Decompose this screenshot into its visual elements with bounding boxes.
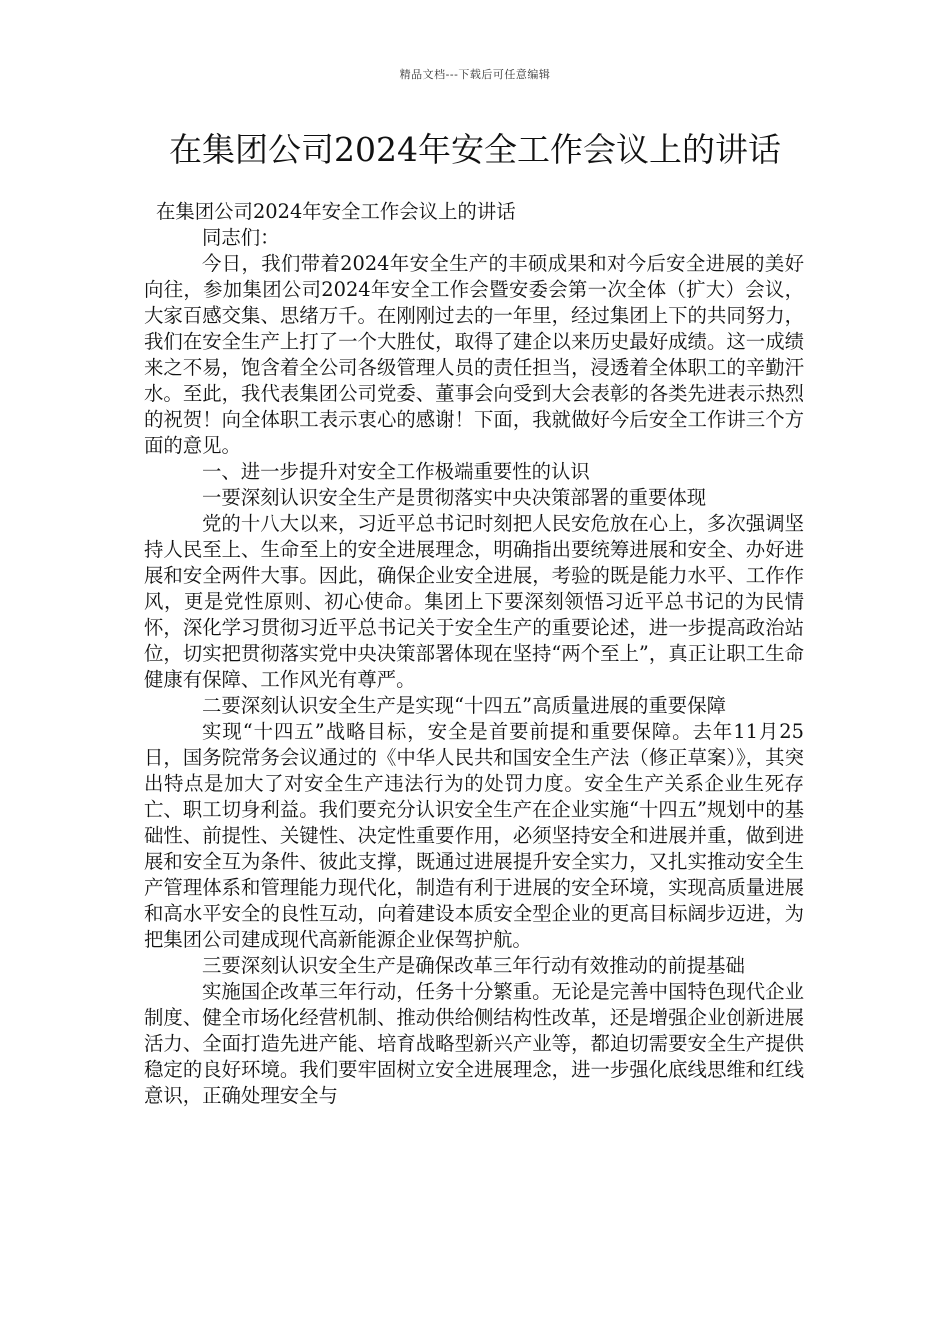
body-paragraph: 今日，我们带着2024年安全生产的丰硕成果和对今后安全进展的美好向往，参加集团公司2024年安全工作会暨安委会第一次全体（扩大）会议，大家百感交集、思绪万千。在刚刚过去的一年里，经过集团上下的共同努力，我们在安全生产上打了一个大胜仗，取得了建企以来历史最好成绩。这一成绩来之不易，饱含着全公司各级管理人员的责任担当，浸透着全体职工的辛勤汗水。至此，我代表集团公司党委、董事会向受到大会表彰的各类先进表示热烈的祝贺！向全体职工表示衷心的感谢！下面，我就做好今后安全工作讲三个方面的意见。 [144,252,804,457]
section-heading: 一、进一步提升对安全工作极端重要性的认识 [202,460,590,483]
body-paragraph: 实现“十四五”战略目标，安全是首要前提和重要保障。去年11月25日，国务院常务会议通过的《中华人民共和国安全生产法（修正草案）》，其突出特点是加大了对安全生产违法行为的处罚力度。安全生产关系企业生死存亡、职工切身利益。我们要充分认识安全生产在企业实施“十四五”规划中的基础性、前提性、关键性、决定性重要作用，必须坚持安全和进展并重，做到进展和安全互为条件、彼此支撑，既通过进展提升安全实力，又扎实推动安全生产管理体系和管理能力现代化，制造有利于进展的安全环境，实现高质量进展和高水平安全的良性互动，向着建设本质安全型企业的更高目标阔步迈进，为把集团公司建成现代高新能源企业保驾护航。 [144,720,804,951]
subsection-heading: 三要深刻认识安全生产是确保改革三年行动有效推动的前提基础 [202,954,745,977]
document-title: 在集团公司2024年安全工作会议上的讲话 [169,130,781,169]
subsection-heading: 一要深刻认识安全生产是贯彻落实中央决策部署的重要体现 [202,486,707,509]
salutation-paragraph: 同志们： [202,226,280,249]
body-paragraph: 实施国企改革三年行动，任务十分繁重。无论是完善中国特色现代企业制度、健全市场化经营机制、推动供给侧结构性改革，还是增强企业创新进展活力、全面打造先进产能、培育战略型新兴产业等，都迫切需要安全生产提供稳定的良好环境。我们要牢固树立安全进展理念，进一步强化底线思维和红线意识，正确处理安全与 [144,980,804,1107]
document-body [144,199,804,1109]
header-note: 精品文档---下载后可任意编辑 [399,68,551,81]
subtitle-paragraph: 在集团公司2024年安全工作会议上的讲话 [156,200,516,223]
body-paragraph: 党的十八大以来，习近平总书记时刻把人民安危放在心上，多次强调坚持人民至上、生命至上的安全进展理念，明确指出要统筹进展和安全、办好进展和安全两件大事。因此，确保企业安全进展，考验的既是能力水平、工作作风，更是党性原则、初心使命。集团上下要深刻领悟习近平总书记的为民情怀，深化学习贯彻习近平总书记关于安全生产的重要论述，进一步提高政治站位，切实把贯彻落实党中央决策部署体现在坚持“两个至上”，真正让职工生命健康有保障、工作风光有尊严。 [144,512,804,691]
subsection-heading: 二要深刻认识安全生产是实现“十四五”高质量进展的重要保障 [202,694,726,717]
